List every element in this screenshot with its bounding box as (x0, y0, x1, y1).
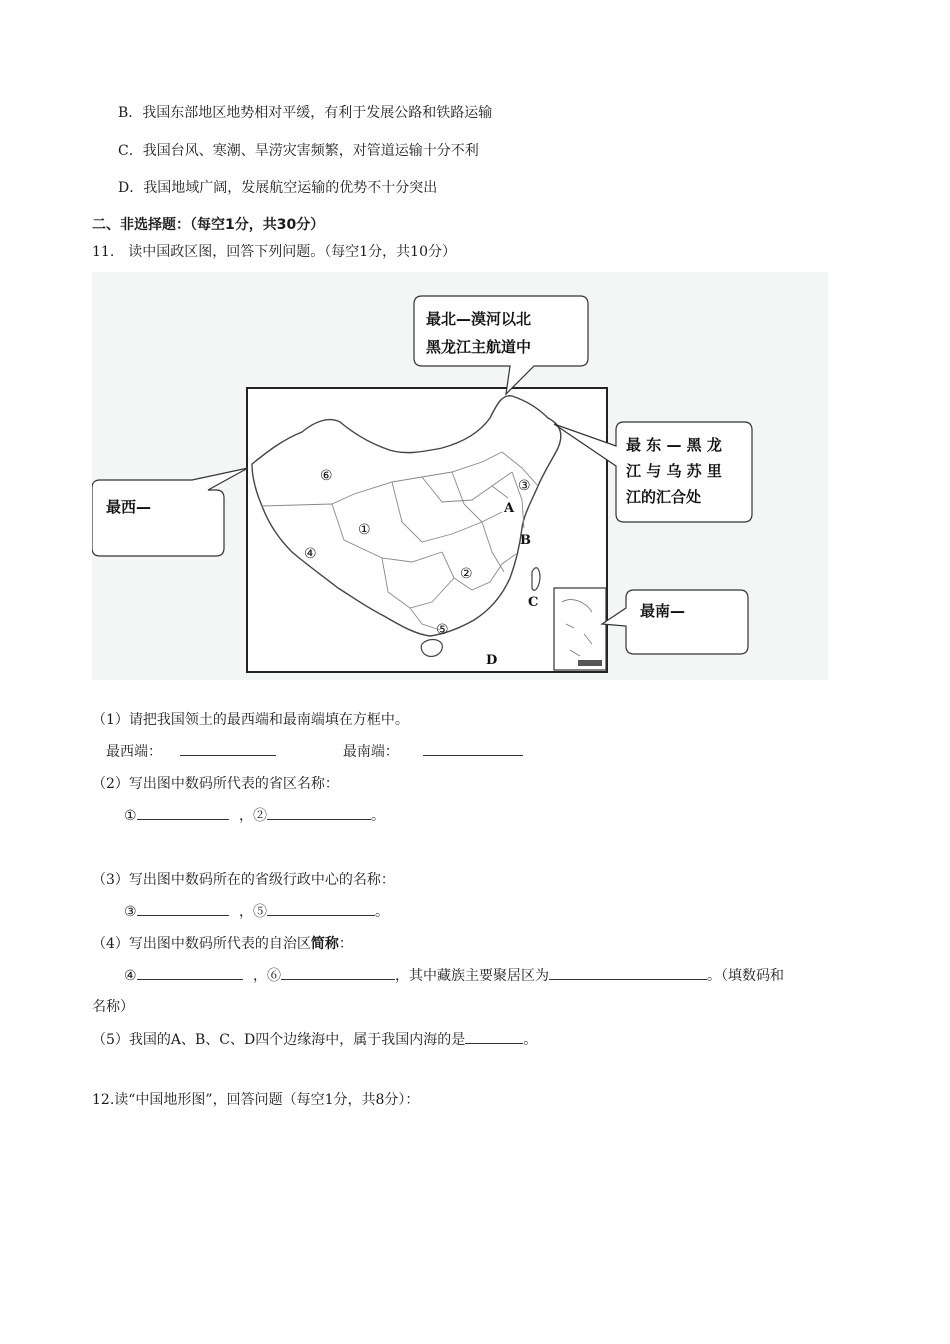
china-political-map (92, 272, 828, 680)
label-num-2: ② (460, 566, 473, 582)
callout-south-text: 最南— (640, 602, 686, 620)
callout-north-line2: 黑龙江主航道中 (426, 338, 532, 356)
p3-sep: ，⑤ (239, 904, 268, 920)
label-sea-b: B (520, 533, 531, 548)
q11-part3: （3）写出图中数码所在的省级行政中心的名称： (92, 872, 395, 888)
callout-east-line3: 江的汇合处 (626, 488, 702, 506)
west-end-blank[interactable] (180, 741, 276, 756)
label-sea-a: A (504, 501, 515, 516)
south-end-label: 最南端： (342, 744, 399, 760)
option-d: D．我国地域广阔，发展航空运输的优势不十分突出 (118, 180, 438, 196)
p2-sep: ，② (239, 808, 268, 824)
label-num-4: ④ (304, 546, 317, 562)
p4-text-c: ： (338, 936, 353, 952)
p3-blank-2[interactable] (267, 901, 375, 916)
callout-south (602, 590, 748, 654)
callout-north-line1: 最北—漠河以北 (426, 310, 532, 328)
q11-part4-answers (124, 965, 784, 985)
p3-num1: ③ (124, 904, 137, 920)
q11-part1: （1）请把我国领土的最西端和最南端填在方框中。 (92, 712, 409, 728)
south-sea-inset (554, 588, 606, 670)
q11-part3-answers (124, 901, 389, 921)
label-sea-d: D (486, 653, 498, 668)
p5-end: 。 (523, 1032, 538, 1048)
p5-text: （5）我国的A、B、C、D四个边缘海中，属于我国内海的是 (92, 1032, 466, 1048)
callout-west-text: 最西— (106, 498, 152, 516)
south-end-blank[interactable] (423, 741, 523, 756)
p4-blank-1[interactable] (137, 965, 243, 980)
option-b: B．我国东部地区地势相对平缓，有利于发展公路和铁路运输 (118, 105, 493, 121)
p4-end: 。（填数码和 (707, 968, 785, 984)
callout-east-line1: 最 东 — 黑 龙 (626, 436, 722, 454)
label-num-3: ③ (518, 478, 531, 494)
p4-blank-2[interactable] (281, 965, 395, 980)
p4-blank-3[interactable] (549, 965, 707, 980)
q11-part5 (92, 1029, 537, 1049)
map-frame (247, 388, 607, 672)
p5-blank[interactable] (465, 1029, 523, 1044)
section-title: 二、非选择题：（每空1分，共30分） (92, 217, 325, 233)
label-num-1: ① (358, 522, 371, 538)
p2-end: 。 (371, 808, 386, 824)
callout-east-line2: 江 与 乌 苏 里 (626, 462, 722, 480)
hainan-island (421, 640, 442, 657)
p4-text-bold: 简称 (310, 936, 339, 952)
p4-num1: ④ (124, 968, 137, 984)
option-c: C．我国台风、寒潮、旱涝灾害频繁，对管道运输十分不利 (118, 143, 479, 159)
p4-text-a: （4）写出图中数码所代表的自治区 (92, 936, 311, 952)
p4-sep: ，⑥ (253, 968, 282, 984)
p3-blank-1[interactable] (137, 901, 229, 916)
west-end-label: 最西端： (106, 744, 162, 760)
map-svg (92, 272, 828, 680)
q11-part4-wrap: 名称） (92, 999, 134, 1015)
p3-end: 。 (375, 904, 390, 920)
p2-num1: ① (124, 808, 137, 824)
p2-blank-1[interactable] (137, 805, 229, 820)
label-num-6: ⑥ (320, 468, 333, 484)
p2-blank-2[interactable] (267, 805, 371, 820)
q11-part2-answers (124, 805, 385, 825)
p4-mid: ，其中藏族主要聚居区为 (395, 968, 550, 984)
q11-part4 (92, 933, 353, 953)
label-num-5: ⑤ (436, 622, 449, 638)
q11-part2: （2）写出图中数码所代表的省区名称： (92, 776, 339, 792)
q11-part1-answers (106, 741, 523, 761)
question-11-stem: 11. 读中国政区图，回答下列问题。（每空1分，共10分） (92, 244, 456, 260)
label-sea-c: C (528, 595, 539, 610)
question-12-stem: 12.读“中国地形图”，回答问题（每空1分，共8分）： (92, 1092, 420, 1108)
